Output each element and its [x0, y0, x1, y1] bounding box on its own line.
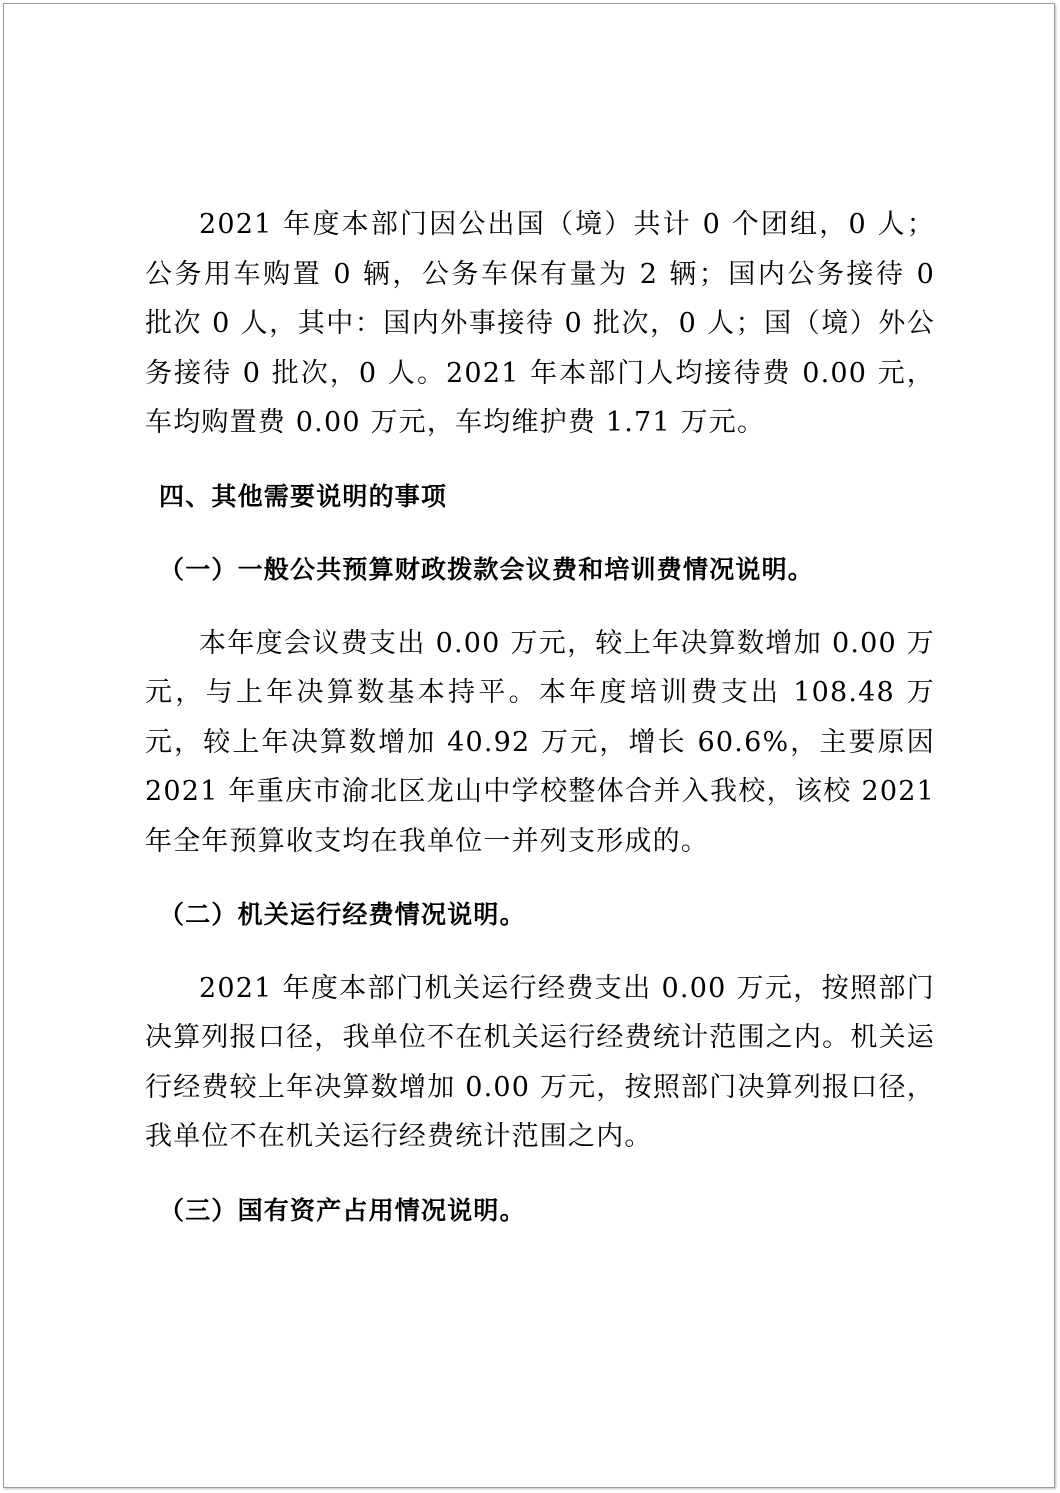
section-heading-other-matters: 四、其他需要说明的事项 [159, 481, 448, 511]
subheading-operating-expenses: （二）机关运行经费情况说明。 [159, 900, 526, 929]
document-body [145, 200, 935, 1235]
document-page [3, 3, 1055, 1488]
paragraph-operating-expenses: 2021 年度本部门机关运行经费支出 0.00 万元，按照部门决算列报口径，我单位不在机关运行经费统计范围之内。机关运行经费较上年决算数增加 0.00 万元，按照部门决算列报口径，我单位不在机关运行经费统计范围之内。 [145, 972, 935, 1152]
paragraph-meeting-training: 本年度会议费支出 0.00 万元，较上年决算数增加 0.00 万元，与上年决算数基本持平。本年度培训费支出 108.48 万元，较上年决算数增加 40.92 万元，增长 60.6%，主要原因 2021 年重庆市渝北区龙山中学校整体合并入我校，该校 2021 年全年预算收支均在我单位一并列支形成的。 [145, 627, 935, 857]
paragraph-official-reception: 2021 年度本部门因公出国（境）共计 0 个团组，0 人；公务用车购置 0 辆，公务车保有量为 2 辆；国内公务接待 0 批次 0 人，其中：国内外事接待 0 批次，0 人；国（境）外公务接待 0 批次，0 人。2021 年本部门人均接待费 0.00 元，车均购置费 0.00 万元，车均维护费 1.71 万元。 [145, 209, 935, 438]
subheading-state-assets: （三）国有资产占用情况说明。 [159, 1195, 526, 1225]
subheading-meeting-training: （一）一般公共预算财政拨款会议费和培训费情况说明。 [159, 555, 815, 584]
